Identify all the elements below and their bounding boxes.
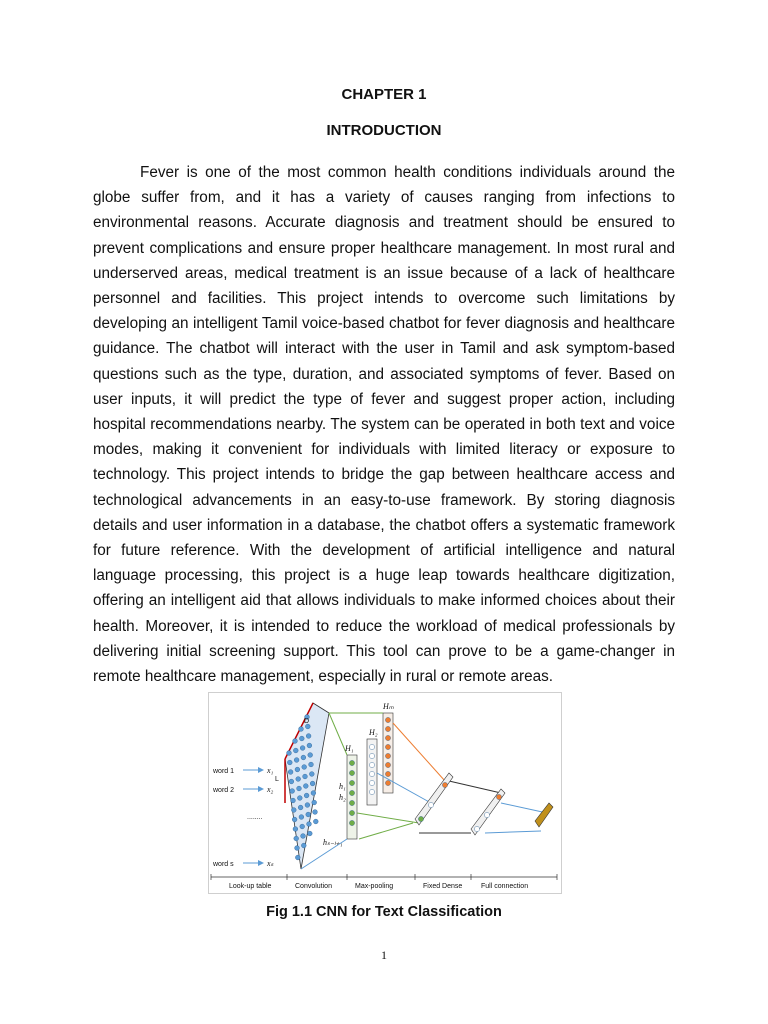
lookup-node	[291, 798, 296, 803]
lookup-node	[295, 846, 300, 851]
lookup-node	[311, 791, 316, 796]
dense-node-white	[484, 812, 489, 817]
chapter-heading: CHAPTER 1	[341, 86, 427, 103]
map-label-2: H₂	[369, 728, 378, 737]
conv-node-green	[349, 770, 354, 775]
lookup-node	[299, 727, 304, 732]
conv-node-green	[349, 810, 354, 815]
lookup-node	[298, 805, 303, 810]
conv-node-white	[369, 789, 374, 794]
conv-node-green	[349, 800, 354, 805]
conv-node-green	[349, 790, 354, 795]
conv-node-green	[349, 760, 354, 765]
hidden-label-2: h₂	[339, 793, 346, 802]
cnn-diagram	[209, 693, 561, 893]
conv-node-white	[369, 762, 374, 767]
lookup-node	[291, 808, 296, 813]
lookup-node	[297, 796, 302, 801]
lookup-node	[303, 784, 308, 789]
length-label: L	[275, 776, 279, 783]
conv-node-white	[369, 771, 374, 776]
figure-caption: Fig 1.1 CNN for Text Classification	[266, 904, 502, 920]
stage-label-convolution: Convolution	[295, 883, 332, 890]
conv-node-orange	[385, 762, 390, 767]
lookup-node	[293, 739, 298, 744]
section-heading: INTRODUCTION	[326, 122, 442, 139]
lookup-node	[300, 746, 305, 751]
conv-node-orange	[385, 726, 390, 731]
lookup-node	[292, 817, 297, 822]
page-number: 1	[381, 948, 387, 962]
lookup-node	[287, 751, 292, 756]
map-label-m: Hₘ	[383, 702, 394, 711]
hidden-label-s: hₛ₋ₗ₊₁	[323, 838, 343, 847]
conv-node-white	[369, 753, 374, 758]
conv-node-orange	[385, 744, 390, 749]
output-node	[535, 803, 553, 827]
lookup-node	[290, 789, 295, 794]
lookup-node	[300, 824, 305, 829]
lookup-node	[301, 755, 306, 760]
lookup-node	[289, 779, 294, 784]
conv-node-orange	[385, 735, 390, 740]
ellipsis-label: ........	[247, 814, 263, 821]
lookup-node	[309, 772, 314, 777]
lookup-node	[310, 781, 315, 786]
lookup-node	[294, 836, 299, 841]
lookup-node	[301, 843, 306, 848]
conv-node-white	[369, 780, 374, 785]
lookup-node	[309, 762, 314, 767]
lookup-node	[306, 812, 311, 817]
hidden-label-1: h₁	[339, 782, 346, 791]
lookup-node	[288, 770, 293, 775]
body-paragraph: Fever is one of the most common health conditions individuals around the globe suffer from, and it has a variety of causes ranging from infections to environmental reasons. Accurate diagnosis and treatment should be ensured to prevent complications and ensure proper healthcare management. In most rural and underserved areas, medical treatment is an issue because of a lack of healthcare personnel and facilities. This project intends to overcome such limitations by developing an intelligent Tamil voice-based chatbot for fever diagnosis and healthcare guidance. The chatbot will interact with the user in Tamil and ask symptom-based questions such as the type, duration, and associated symptoms of fever. Based on user inputs, it will predict the type of fever and suggest proper action, including hospital recommendations nearby. The system can be operated in both text and voice modes, making it convenient for individuals with limited literacy or exposure to technology. This project intends to bridge the gap between healthcare access and technological advancements in an easy-to-use framework. By storing diagnosis details and user information in a database, the chatbot offers a systematic framework for future reference. With the development of artificial intelligence and natural language processing, this project is a huge leap towards healthcare digitization, offering an intelligent aid that allows individuals to make informed choices about their health. Moreover, it is intended to reduce the workload of medical professionals by delivering initial screening support. This tool can prove to be a game-changer in remote healthcare management, especially in rural or remote areas.	[93, 164, 675, 686]
conv-node-orange	[385, 780, 390, 785]
word-label-1: word 1	[213, 768, 235, 775]
stage-label-maxpooling: Max-pooling	[355, 883, 394, 890]
conv-node-green	[349, 780, 354, 785]
dim-label: D	[304, 718, 310, 725]
lookup-node	[313, 819, 318, 824]
lookup-node	[302, 765, 307, 770]
lookup-node	[306, 734, 311, 739]
lookup-node	[304, 793, 309, 798]
pool-node-orange	[442, 782, 447, 787]
input-var-1: x₁	[267, 766, 274, 775]
input-var-2: x₂	[267, 785, 274, 794]
stage-label-lookup: Look-up table	[229, 883, 272, 890]
lookup-node	[307, 743, 312, 748]
lookup-node	[295, 855, 300, 860]
input-var-s: xₛ	[267, 859, 274, 868]
conv-node-white	[369, 744, 374, 749]
lookup-node	[299, 736, 304, 741]
conv-node-green	[349, 820, 354, 825]
lookup-node	[293, 748, 298, 753]
conv-map-1	[347, 755, 357, 839]
lookup-node	[305, 803, 310, 808]
conv-node-orange	[385, 771, 390, 776]
lookup-node	[287, 760, 292, 765]
lookup-node	[293, 827, 298, 832]
map-label-1: H₁	[345, 744, 354, 753]
lookup-node	[307, 831, 312, 836]
lookup-node	[295, 767, 300, 772]
word-label-s: word s	[213, 861, 234, 868]
lookup-node	[299, 815, 304, 820]
pool-node-white	[428, 802, 433, 807]
dense-node-white	[474, 826, 479, 831]
conv-node-orange	[385, 753, 390, 758]
lookup-node	[307, 822, 312, 827]
lookup-node	[294, 758, 299, 763]
dense-node-orange	[496, 794, 501, 799]
lookup-node	[308, 753, 313, 758]
pool-node-green	[418, 816, 423, 821]
stage-label-fixed-dense: Fixed Dense	[423, 883, 463, 890]
cnn-figure	[208, 692, 562, 894]
lookup-node	[296, 777, 301, 782]
lookup-node	[312, 800, 317, 805]
lookup-node	[303, 774, 308, 779]
lookup-node	[297, 786, 302, 791]
stage-label-full-connection: Full connection	[481, 883, 529, 890]
word-label-2: word 2	[213, 787, 235, 794]
conv-node-orange	[385, 717, 390, 722]
lookup-node	[313, 810, 318, 815]
lookup-node	[301, 834, 306, 839]
